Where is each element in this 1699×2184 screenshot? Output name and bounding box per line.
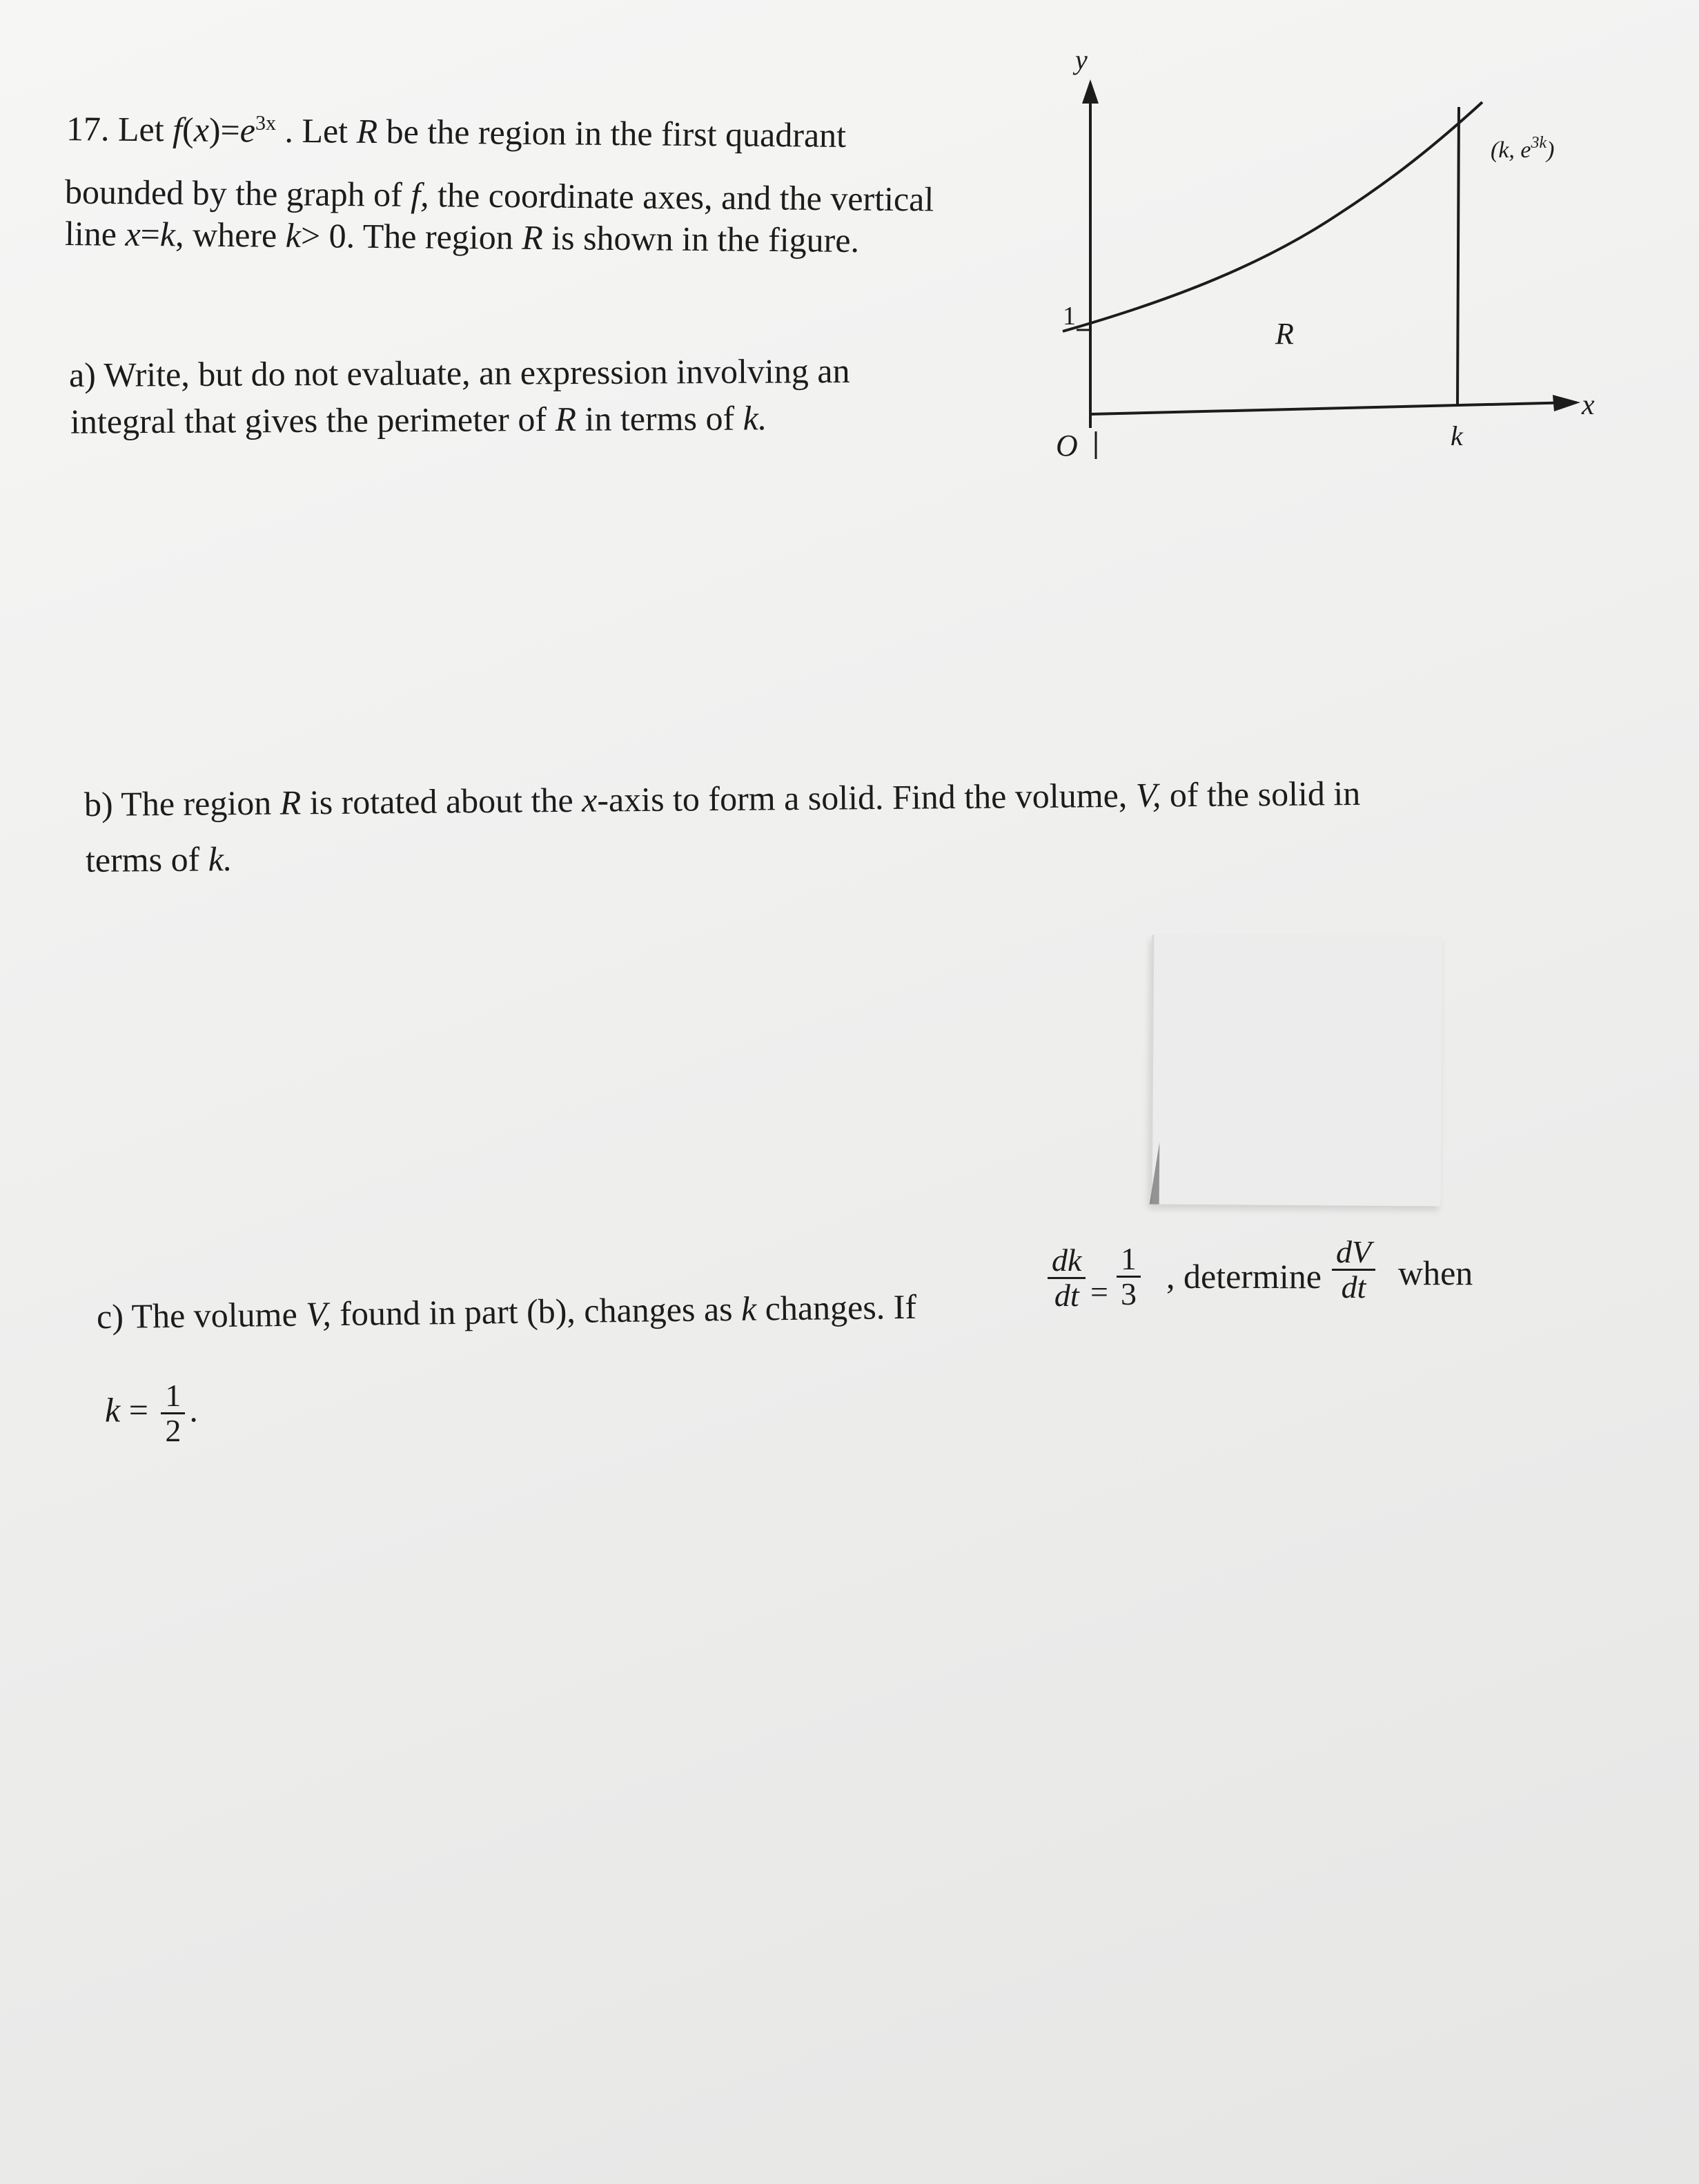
fraction-dk-dt (1048, 1244, 1086, 1313)
text-let-2: . Let (284, 110, 348, 150)
equals-sign-2: = (140, 214, 161, 254)
fraction-one-third (1117, 1242, 1141, 1312)
text-changes-if: changes. If (765, 1287, 917, 1328)
fraction-dk-numerator: dk (1048, 1244, 1086, 1279)
text-of-solid: of the solid in (1169, 773, 1361, 815)
text-rotated: is rotated about the (309, 780, 573, 822)
y-axis-arrow-icon (1082, 79, 1099, 104)
problem-number: 17. (66, 109, 110, 148)
fraction-third-denominator: 3 (1121, 1276, 1137, 1312)
equals-sign-k: = (128, 1390, 148, 1430)
vertical-line-x-equals-k (1457, 107, 1459, 405)
text-in-terms-of: in terms of (585, 398, 735, 438)
text-bounded-by: bounded by the graph of (64, 172, 403, 214)
fraction-half-denominator: 2 (165, 1413, 181, 1449)
var-k-2: k (285, 215, 302, 255)
text-the-volume: c) The volume (96, 1294, 298, 1336)
text-line: line (64, 213, 117, 253)
function-name: f (172, 110, 183, 149)
exponent: 3x (255, 111, 277, 135)
text-determine: , determine (1166, 1257, 1322, 1296)
problem-statement-line-2 (64, 172, 934, 219)
fraction-dv-dt (1332, 1236, 1375, 1305)
text-when: when (1398, 1254, 1473, 1292)
text-the-region-b: b) The region (84, 783, 272, 824)
part-b-line-2 (86, 841, 233, 877)
var-v-2: V, (305, 1294, 332, 1334)
fraction-dv-numerator: dV (1332, 1236, 1375, 1271)
sticky-note-fold (1150, 1142, 1160, 1205)
fraction-third-numerator: 1 (1117, 1242, 1141, 1278)
part-a-line-2 (70, 398, 767, 441)
region-name-3: R (555, 399, 577, 438)
text-first-quadrant: be the region in the first quadrant (386, 112, 847, 155)
region-name-2: R (521, 217, 544, 257)
var-k-5: k (740, 1289, 757, 1328)
exponential-curve (1063, 102, 1482, 331)
x-axis-label: x (1582, 389, 1595, 421)
text-terms-of: terms of (85, 839, 200, 879)
fraction-one-half (161, 1379, 185, 1448)
y-intercept-label: 1 (1063, 302, 1076, 331)
inequality: > 0 (300, 215, 346, 255)
figure-svg (1035, 41, 1629, 483)
equals-sign-c: = (1090, 1274, 1108, 1309)
y-axis-label: y (1075, 44, 1088, 75)
var-k-4: k. (208, 839, 233, 879)
var-k: k (159, 215, 176, 254)
part-b-line-1 (84, 773, 1361, 824)
problem-statement-line-1 (66, 111, 847, 153)
point-label (1491, 134, 1555, 163)
problem-statement-line-3 (64, 213, 860, 260)
text-shown-in-figure: is shown in the figure. (551, 218, 860, 260)
region-name-4: R (279, 783, 302, 822)
fraction-half-numerator: 1 (161, 1379, 185, 1414)
condition-k-equals-half (105, 1379, 198, 1448)
region-figure (1035, 41, 1629, 483)
k-tick-label: k (1451, 420, 1463, 451)
text-let: Let (117, 109, 164, 149)
text-found-in-b: found in part (b), changes as (339, 1289, 733, 1333)
var-k-3: k. (743, 398, 767, 438)
period: . (189, 1390, 198, 1430)
point-label-close: ) (1546, 137, 1555, 163)
var-k-6: k (105, 1390, 121, 1430)
part-c-line-1 (97, 1289, 917, 1334)
exponential-base: e (239, 110, 256, 150)
text-axes: the coordinate axes, and the vertical (437, 175, 934, 219)
x-axis-arrow-icon (1553, 395, 1580, 411)
function-variable: x (193, 110, 210, 149)
equals-sign: = (220, 110, 241, 150)
text-the-region: . The region (346, 216, 513, 257)
region-name: R (356, 111, 378, 151)
origin-label: O (1056, 429, 1078, 462)
var-x-axis: x (581, 780, 598, 819)
text-find-volume: -axis to form a solid. Find the volume, (597, 775, 1128, 819)
var-v: V, (1135, 775, 1161, 815)
fraction-dv-denominator: dt (1341, 1269, 1366, 1305)
point-label-exponent: 3k (1531, 134, 1547, 152)
region-label: R (1275, 317, 1294, 351)
function-ref: f, (411, 175, 429, 215)
sticky-note (1150, 935, 1443, 1207)
text-perimeter: integral that gives the perimeter of (70, 400, 547, 441)
text-where: , where (175, 215, 277, 255)
var-x: x (125, 214, 141, 253)
point-label-text: (k, e (1491, 137, 1531, 163)
paren-close: ) (208, 110, 221, 150)
paren-open: ( (181, 110, 194, 149)
fraction-dk-denominator: dt (1054, 1278, 1079, 1314)
part-a-line-1: a) Write, but do not evaluate, an expression involving an (68, 351, 850, 394)
x-axis (1090, 402, 1573, 414)
